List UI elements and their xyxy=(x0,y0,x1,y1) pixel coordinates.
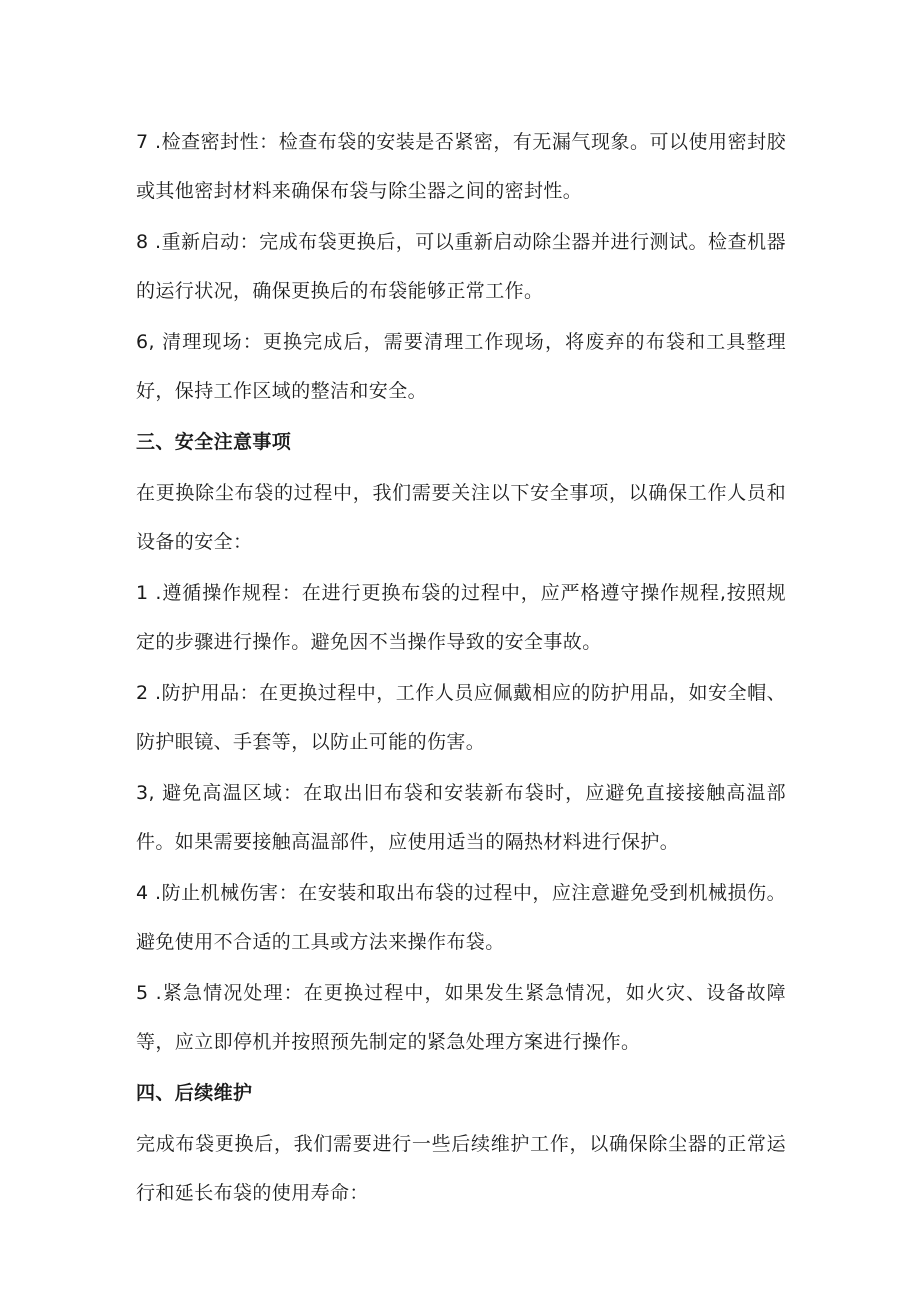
item-8-restart: 8 .重新启动：完成布袋更换后，可以重新启动除尘器并进行测试。检查机器的运行状况，确保更换后的布袋能够正常工作。 xyxy=(136,231,786,302)
item-7-seal-check: 7 .检查密封性：检查布袋的安装是否紧密，有无漏气现象。可以使用密封胶或其他密封材料来确保布袋与除尘器之间的密封性。 xyxy=(136,131,786,202)
safety-item-4: 4 .防止机械伤害：在安装和取出布袋的过程中，应注意避免受到机械损伤。避免使用不合适的工具或方法来操作布袋。 xyxy=(136,882,786,953)
safety-item-3: 3, 避免高温区域：在取出旧布袋和安装新布袋时，应避免直接接触高温部件。如果需要接触高温部件，应使用适当的隔热材料进行保护。 xyxy=(136,782,786,853)
section-3-heading: 三、安全注意事项 xyxy=(136,431,292,453)
section-4-intro: 完成布袋更换后，我们需要进行一些后续维护工作，以确保除尘器的正常运行和延长布袋的使用寿命： xyxy=(136,1133,786,1204)
safety-item-1: 1 .遵循操作规程：在进行更换布袋的过程中，应严格遵守操作规程,按照规定的步骤进行操作。避免因不当操作导致的安全事故。 xyxy=(136,582,786,653)
section-3-intro: 在更换除尘布袋的过程中，我们需要关注以下安全事项，以确保工作人员和设备的安全： xyxy=(136,482,786,553)
document-body xyxy=(136,118,786,1220)
item-6-clean-site: 6, 清理现场：更换完成后，需要清理工作现场，将废弃的布袋和工具整理好，保持工作区域的整洁和安全。 xyxy=(136,331,786,402)
section-4-heading: 四、后续维护 xyxy=(136,1082,253,1104)
safety-item-2: 2 .防护用品：在更换过程中，工作人员应佩戴相应的防护用品，如安全帽、防护眼镜、手套等，以防止可能的伤害。 xyxy=(136,682,786,753)
safety-item-5: 5 .紧急情况处理：在更换过程中，如果发生紧急情况，如火灾、设备故障等，应立即停机并按照预先制定的紧急处理方案进行操作。 xyxy=(136,982,786,1053)
